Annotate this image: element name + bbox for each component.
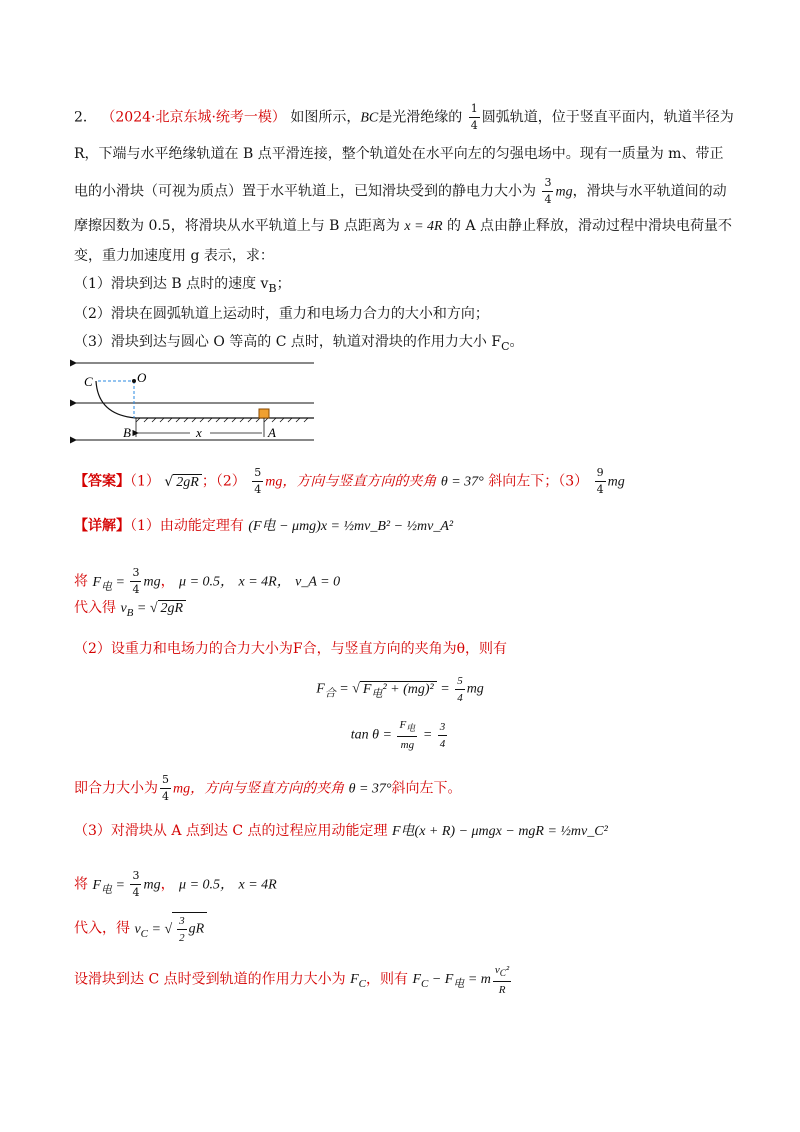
answer-2-fraction: $\frac{5}{4}$: [254, 466, 262, 496]
answer-3-fraction: $\frac{9}{4}$: [596, 466, 604, 496]
answer-part: ；（2）: [201, 473, 246, 490]
stem-text: 如图所示，: [290, 109, 361, 126]
stem-x-eq: x = 4R: [404, 219, 443, 234]
stem-text: 电的小滑块（可视为质点）置于水平轨道上，已知滑块受到的静电力大小为: [74, 183, 536, 200]
problem-number: 2．: [74, 109, 97, 126]
fraction-quarter: $\frac{1}{4}$: [470, 102, 478, 132]
label-o: O: [137, 370, 147, 385]
detail-eq-tan: tan θ = $\frac{F_电}{mg}$ = $\frac{3}{4}$: [350, 719, 446, 752]
stem-text: 圆弧轨道，位于竖直平面内，轨道半径为: [481, 109, 734, 126]
problem-line-5: 变，重力加速度用 g 表示，求：: [74, 248, 274, 264]
detail-line-5: 即合力大小为 $\frac{5}{4}$ mg，方向与竖直方向的夹角 θ = 37°斜向左下。: [74, 773, 462, 803]
stem-text: 的 A 点由静止释放，滑动过程中滑块电荷量不: [447, 218, 733, 234]
slider-block: [259, 409, 269, 418]
sub1-text: （1）滑块到达 B 点时的速度 v: [74, 276, 269, 292]
stem-bc: BC: [360, 110, 379, 126]
label-b: B: [123, 425, 131, 440]
detail-text: 代入得: [74, 600, 116, 616]
problem-line-2: R，下端与水平绝缘轨道在 B 点平滑连接，整个轨道处在水平向左的匀强电场中。现有一质量为 m、带正: [74, 146, 724, 162]
detail-text: （3）对滑块从 A 点到达 C 点的过程应用动能定理: [74, 823, 388, 839]
detail-va: v_A = 0: [295, 574, 341, 590]
problem-line-4: [74, 215, 732, 235]
detail-x: x = 4R，: [238, 574, 291, 590]
subquestion-3: （3）滑块到达与圆心 O 等高的 C 点时，轨道对滑块的作用力大小 $F_C$。: [74, 334, 524, 353]
subquestion-2: （2）滑块在圆弧轨道上运动时，重力和电场力合力的大小和方向；: [74, 306, 489, 322]
answer-part: 斜向左下；（3）: [488, 473, 589, 490]
stem-text: ，滑块与水平轨道间的动: [572, 183, 727, 200]
tan-label: tan θ =: [350, 727, 392, 743]
detail-mu: μ = 0.5，: [179, 877, 235, 893]
stem-text: 摩擦因数为 0.5，将滑块从水平轨道上与 B 点距离为: [74, 218, 400, 234]
detail-fraction: $\frac{3}{4}$: [132, 566, 140, 596]
detail-text: （1）由动能定理有: [130, 518, 244, 534]
center-point: [132, 379, 136, 383]
problem-line-1: [74, 101, 734, 134]
label-a: A: [268, 425, 276, 440]
sub1-tail: ；: [276, 276, 291, 292]
detail-line-9: 设滑块到达 C 点时受到轨道的作用力大小为 $F_C$，则有 $F_C - F_电 = m$ $\frac{v_C^2}{R}$: [74, 964, 510, 997]
detail-eq-resultant: $F_合$ = √ $F_电^2 + (mg)^2$ = $\frac{5}{4}$ mg: [316, 675, 484, 704]
detail-line-4: （2）设重力和电场力的合力大小为F合，与竖直方向的夹角为θ，则有: [74, 641, 508, 657]
track-hatch: [136, 418, 308, 422]
answer-3-text: mg: [607, 474, 625, 490]
answer-angle: θ = 37°: [440, 474, 484, 490]
detail-angle: θ = 37°: [348, 781, 392, 797]
detail-equation: F电(x + R) − μmgx − mgR = ½mv_C²: [391, 824, 608, 839]
label-c: C: [84, 374, 93, 389]
detail-text: 设滑块到达 C 点时受到轨道的作用力大小为: [74, 971, 346, 988]
detail-line-8: 代入，得 $v_C$ = √ $\frac{3}{2}$ gR: [74, 912, 207, 946]
detail-line-1: [74, 515, 453, 535]
detail-text: 即合力大小为: [74, 780, 158, 797]
answer-part: （1）: [130, 473, 160, 490]
problem-source: （2024·北京东城·统考一模）: [101, 109, 286, 126]
answer-line: 【答案】（1） √ 2gR ；（2） $\frac{5}{4}$ mg，方向与竖直方向的夹角 θ = 37° 斜向左下；（3） $\frac{9}{4}$ mg: [74, 466, 625, 496]
detail-text: mg，方向与竖直方向的夹角: [173, 781, 345, 797]
subquestion-1: （1）滑块到达 B 点时的速度 $v_B$；: [74, 276, 291, 295]
label-x: x: [196, 425, 202, 440]
answer-1-value: 2gR: [173, 474, 202, 491]
stem-mg: mg: [555, 184, 573, 200]
detail-text: 斜向左下。: [391, 780, 462, 797]
arc-track: [96, 381, 136, 418]
sub3-text: （3）滑块到达与圆心 O 等高的 C 点时，轨道对滑块的作用力大小 F: [74, 334, 502, 350]
detail-line-6: [74, 820, 608, 840]
stem-text: 是光滑绝缘的: [378, 109, 463, 126]
detail-text: ，则有: [365, 971, 408, 988]
detail-x: x = 4R: [238, 877, 277, 893]
detail-equation: (F电 − μmg)x = ½mv_B² − ½mv_A²: [248, 519, 454, 534]
detail-line-7: 将 $F_电$ = $\frac{3}{4}$ mg， μ = 0.5， x = 4R: [74, 869, 277, 899]
answer-2-text: mg，方向与竖直方向的夹角: [265, 474, 437, 490]
detail-line-3: 代入得 $v_B$ = √ 2gR: [74, 597, 186, 619]
detail-text: 代入，得: [74, 920, 130, 937]
detail-line-2: 将 $F_电$ = $\frac{3}{4}$ mg， μ = 0.5， x = 4R， v_A = 0: [74, 566, 341, 596]
detail-tag: 【详解】: [74, 518, 130, 534]
sub3-tail: 。: [509, 334, 524, 350]
detail-mu: μ = 0.5，: [179, 574, 235, 590]
answer-tag: 【答案】: [74, 473, 130, 490]
fraction-three-quarter: $\frac{3}{4}$: [544, 176, 552, 206]
detail-text: 将: [74, 573, 88, 590]
detail-text: 将: [74, 876, 88, 893]
track-diagram: [70, 355, 320, 455]
problem-line-3: [74, 175, 727, 208]
